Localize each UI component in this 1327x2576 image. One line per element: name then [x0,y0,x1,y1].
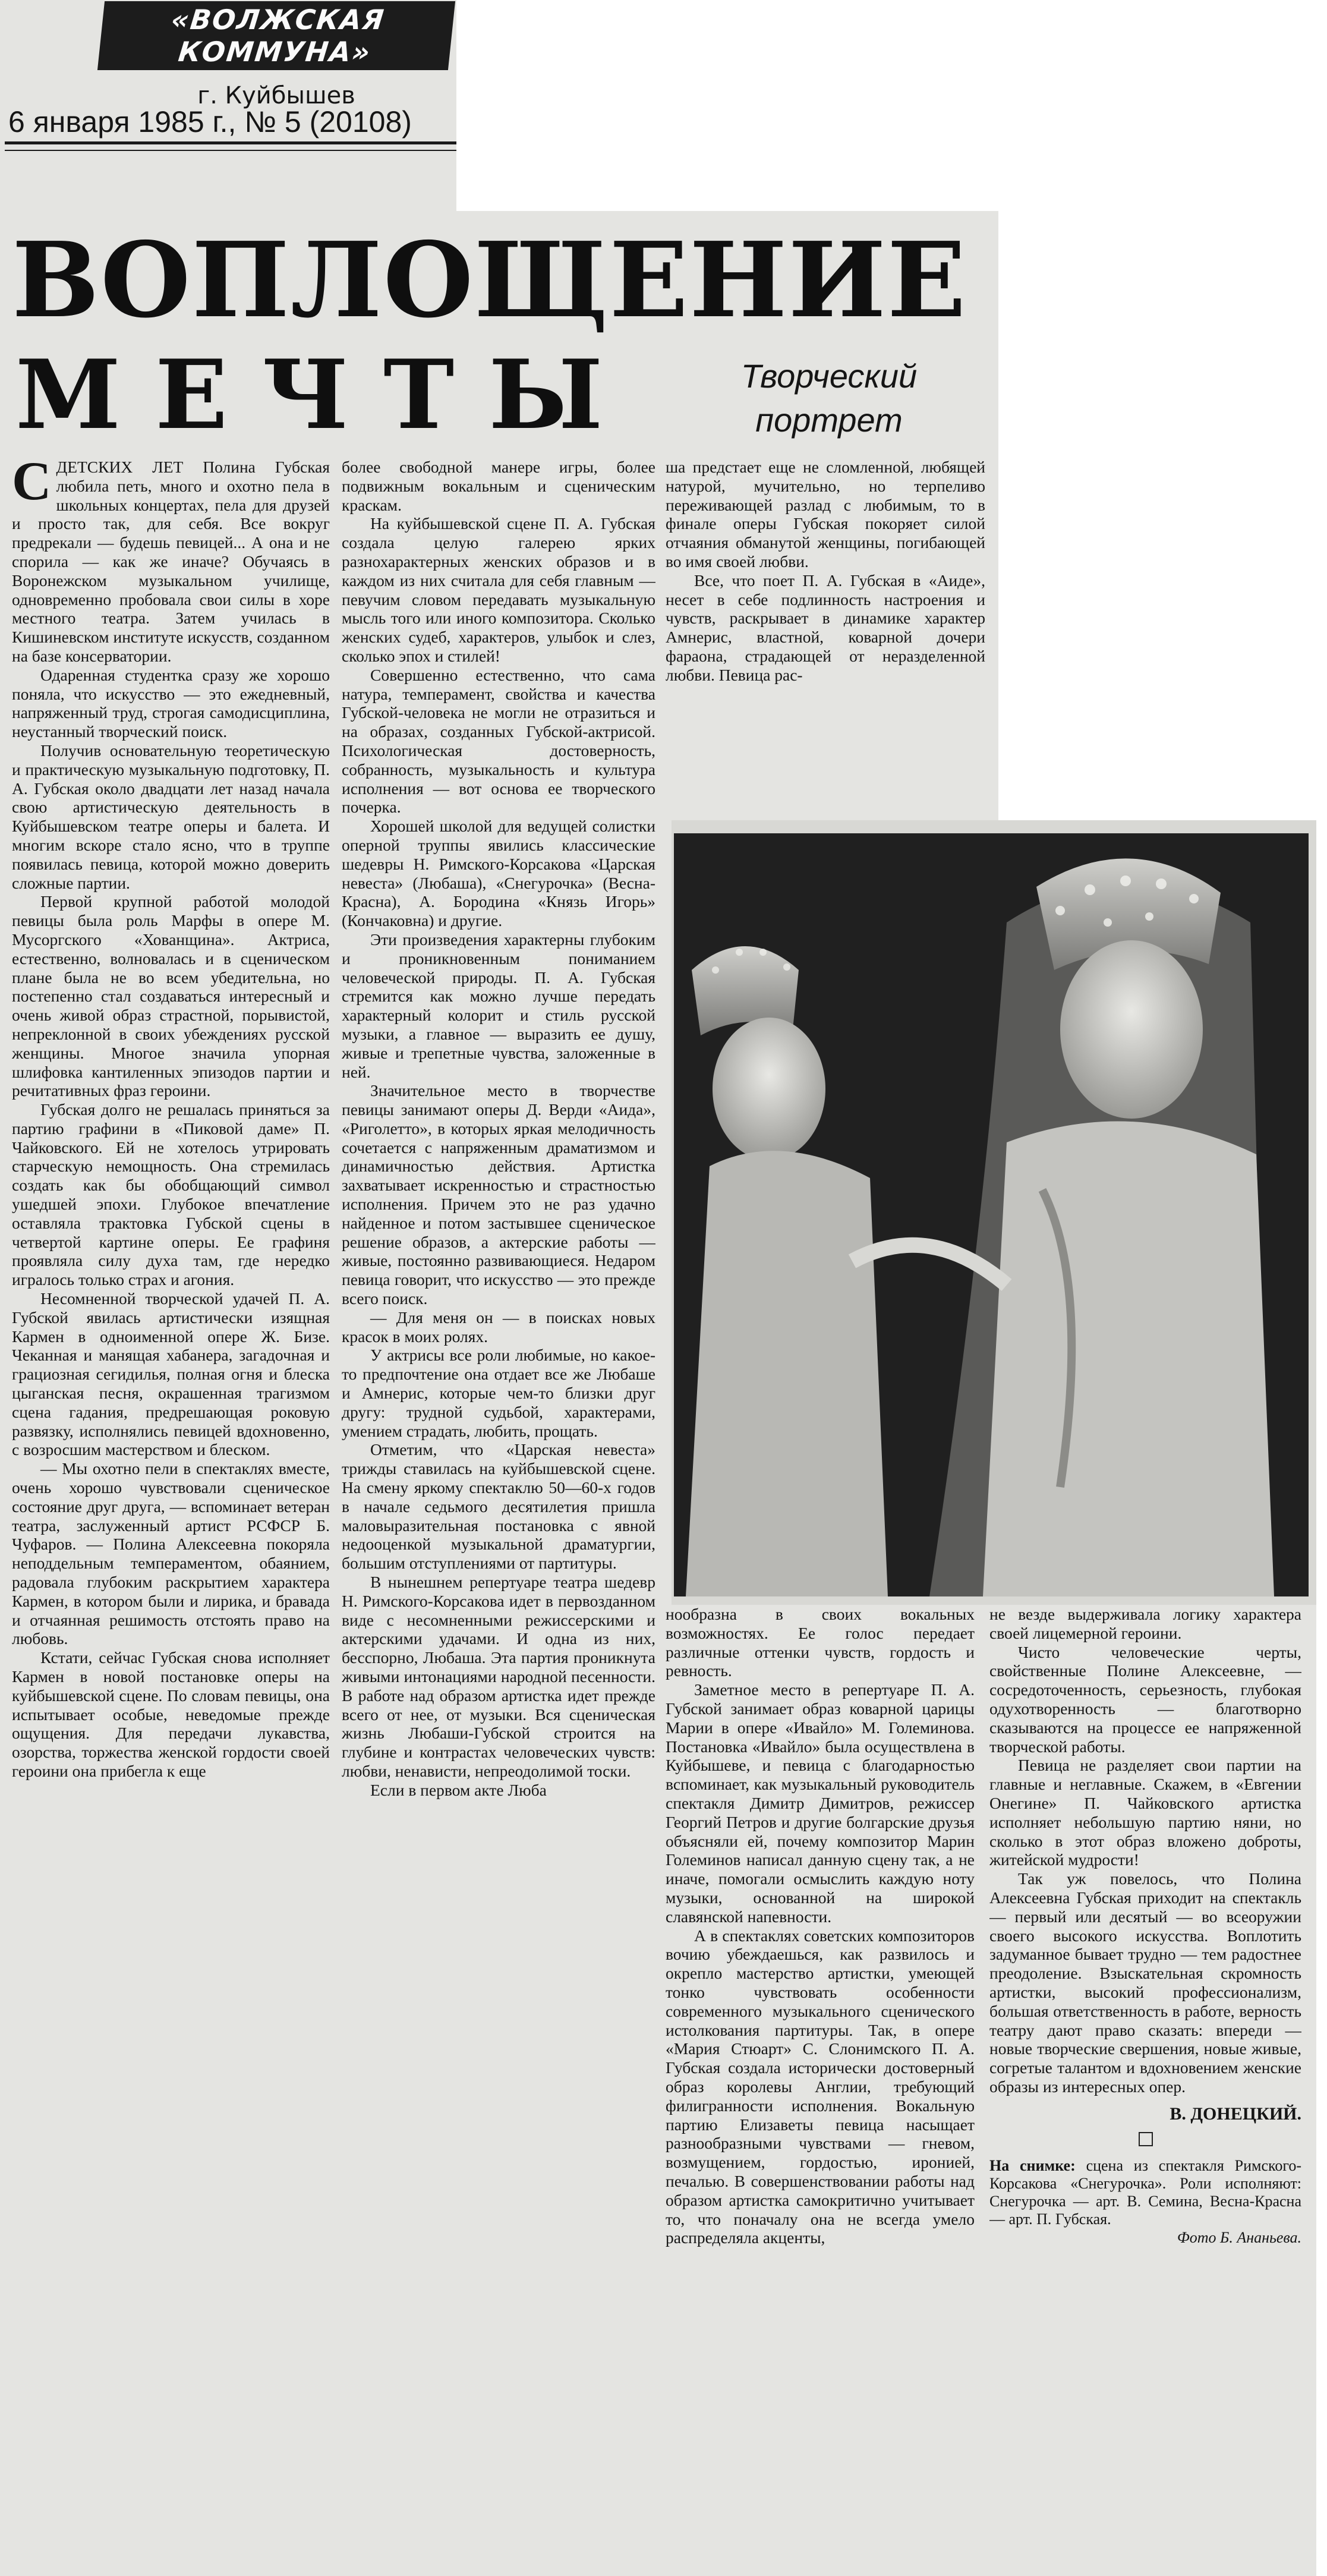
article-paragraph: Несомненной творческой удачей П. А. Губской явилась артистически изящная Кармен в одноименной опере Ж. Бизе. Чеканная и манящая хабанера, загадочная и грациозная сегидилья, полная огня и блеска цыганская песня, окрашенная трагизмом сцена гадания, предрешающая роковую развязку, исполнялись певицей вдохновенно, с возросшим мастерством и блеском. [12,1289,330,1459]
caption-label: На снимке: [989,2156,1076,2174]
article-paragraph: более свободной манере игры, более подвижным вокальным и сценическим краскам. [342,458,655,514]
article-column-3-bottom [666,1605,975,2558]
article-paragraph: нообразна в своих вокальных возможностях. Ее голос передает различные оттенки чувств, гордость и ревность. [666,1605,975,1680]
article-column-4 [989,1605,1301,2558]
article-paragraph: Все, что поет П. А. Губская в «Аиде», несет в себе подлинность настроения и чувств, раскрывает в динамике характер Амнерис, властной, коварной дочери фараона, страдающей от неразделенной любви. Певица рас- [666,571,985,684]
article-paragraph: Хорошей школой для ведущей солистки оперной труппы явились классические шедевры Н. Римского-Корсакова «Царская невеста» (Любаша), «Снегурочка» (Весна-Красна), А. Бородина «Князь Игорь» (Кончаковна) и другие. [342,817,655,930]
article-paragraph: — Мы охотно пели в спектаклях вместе, очень хорошо чувствовали сценическое состояние друг друга, — вспоминает ветеран театра, заслуженный артист РСФСР Б. Чуфаров. — Полина Алексеевна покоряла неподдельным темпераментом, обаянием, радовала глубоким раскрытием характера Кармен, в котором были и лирика, и бравада и отчаянная решимость отстоять право на любовь. [12,1459,330,1648]
rubric-line-2: портрет [755,401,903,439]
rubric-line-1: Творческий [740,357,918,395]
article-column-1 [12,458,330,2558]
article-paragraph: Эти произведения характерны глубоким и проникновенным пониманием человеческой природы. П. А. Губская стремится как можно лучше передать характерный колорит и стиль русской музыки, а главное — выразить ее душу, живые и трепетные чувства, заложенные в ней. [342,930,655,1081]
article-paragraph: Кстати, сейчас Губская снова исполняет Кармен в новой постановке оперы на куйбышевской сцене. По словам певицы, она испытывает особые, неведомые прежде ощущения. Для передачи лукавства, озорства, торжества женской гордости своей героини она прибегла к еще [12,1648,330,1780]
newspaper-city: г. Куйбышев [197,82,355,109]
newspaper-name: «ВОЛЖСКАЯ КОММУНА» [97,1,455,70]
article-paragraph: Значительное место в творчестве певицы занимают оперы Д. Верди «Аида», «Риголетто», в которых яркая мелодичность сочетается с напряженным драматизмом и динамичностью действия. Артистка захватывает искренностью и страстностью исполнения. Причем это не раз удачно найденное и потом застывшее сценическое решение образов, а актерские работы — живые, постоянно развивающиеся. Недаром певица говорит, что искусство — это прежде всего поиск. [342,1081,655,1308]
masthead-rule [5,141,456,144]
masthead-rule-thin [5,150,456,151]
article-paragraph: ша предстает еще не сломленной, любящей натурой, мучительно, но терпеливо переживающей разлад с любимым, то в финале оперы Губская покоряет силой отчаяния обманутой женщины, погибающей во имя своей любви. [666,458,985,571]
article-photo [674,833,1309,1596]
article-paragraph: Заметное место в репертуаре П. А. Губской занимает образ коварной царицы Марии в опере «Ивайло» М. Големинова. Постановка «Ивайло» была осуществлена в Куйбышеве, и певица с благодарностью вспоминает, как музыкальный руководитель спектакля Димитр Димитров, режиссер Георгий Петров и другие болгарские друзья объясняли ей, почему композитор Марин Големинов написал данную сцену так, а не иначе, помогали осмыслить каждую ноту музыки, основанной на широкой славянской напевности. [666,1680,975,1926]
article-column-2 [342,458,655,2558]
article-paragraph: Так уж повелось, что Полина Алексеевна Губская приходит на спектакль — первый или десятый — во всеоружии своего высокого искусства. Воплотить задуманное бывает трудно — тем радостнее преодоление. Взыскательная скромность артистки, высокий профессионализм, большая ответственность в работе, верность театру дают право сказать: впереди — новые творческие свершения, новые живые, согретые талантом и вдохновением женские образы из интересных опер. [989,1869,1301,2096]
article-paragraph: — Для меня он — в поисках новых красок в моих ролях. [342,1308,655,1346]
rubric [731,354,927,442]
caption-text: сцена из спектакля Римского-Корсакова «Снегурочка». Роли исполняют: Снегурочка — арт. В. Семина, Весна-Красна — арт. П. Губская. [989,2156,1301,2228]
article-paragraph: Отметим, что «Царская невеста» трижды ставилась на куйбышевской сцене. На смену яркому спектаклю 50—60-х годов в начале седьмого десятилетия пришла маловыразительная постановка с явной недооценкой музыкальной драматургии, большим отступлениями от партитуры. [342,1440,655,1573]
article-paragraph: У актрисы все роли любимые, но какое-то предпочтение она отдает все же Любаше и Амнерис, которые чем-то близки друг другу: трудной судьбой, характерами, умением страдать, любить, прощать. [342,1346,655,1440]
author-signature: В. ДОНЕЦКИЙ. [1170,2103,1301,2124]
article-paragraph: Одаренная студентка сразу же хорошо поняла, что искусство — это ежедневный, напряженный труд, строгая самодисциплина, неустанный творческий поиск. [12,665,330,741]
divider-square-icon [1139,2132,1153,2146]
article-paragraph: Певица не разделяет свои партии на главные и неглавные. Скажем, в «Евгении Онегине» П. Чайковского артистка исполняет небольшую партию няни, но сколько в этот образ вложено доброты, житейской мудрости! [989,1756,1301,1869]
article-paragraph: На куйбышевской сцене П. А. Губская создала целую галерею ярких разнохарактерных женских образов и в каждом из них считала для себя главным — певучим словом передавать музыкальную мысль того или иного композитора. Сколько женских судеб, характеров, улыбок и слез, сколько эпох и стилей! [342,514,655,665]
article-paragraph: Если в первом акте Люба [370,1780,547,1799]
article-paragraph: Губская долго не решалась приняться за партию графини в «Пиковой даме» П. Чайковского. Ей не хотелось утрировать старческую немощность. Она стремилась создать как бы обобщающий символ ушедшей эпохи. Глубокое впечатление оставляла трактовка Губской сцены в четвертой картине оперы. Ее графиня проявляла силу духа там, где нередко игралось только страх и агония. [12,1100,330,1289]
drop-cap: С [12,458,52,511]
article-paragraph: Совершенно естественно, что сама натура, темперамент, свойства и качества Губской-человека не могли не отразиться и на образах, созданных Губской-актрисой. Психологическая достоверность, собранность, музыкальность и культура исполнения — вот основа ее творческого почерка. [342,665,655,817]
headline-line-2: МЕЧТЫ [15,339,638,451]
article-paragraph: Чисто человеческие черты, свойственные Полине Алексеевне, — сосредоточенность, серьезность, глубокая одухотворенность — благотворно сказываются на процессе ее напряженной творческой работы. [989,1642,1301,1756]
article-paragraph: А в спектаклях советских композиторов вочию убеждаешься, как развилось и окрепло мастерство артистки, умеющей тонко чувствовать особенности современного музыкального сценического истолкования партитуры. Так, в опере «Мария Стюарт» С. Слонимского П. А. Губская создала исторически достоверный образ королевы Англии, требующий филигранности исполнения. Вокальную партию Елизаветы певица насыщает разнообразными чувствами — гневом, возмущением, гордостью, иронией, печалью. В совершенствовании работы над образом артистка самокритично учитывает то, что поначалу она не всегда умело распределяла акценты, [666,1926,975,2247]
article-paragraph: СДЕТСКИХ ЛЕТ Полина Губская любила петь, много и охотно пела в школьных концертах, пела для друзей и просто так, для себя. Все вокруг предрекали — будешь певицей... А она и не спорила — как же иначе? Обучаясь в Воронежском музыкальном училище, одновременно пробовала свои силы в хоре местного театра. Затем училась в Кишиневском институте искусств, созданном на базе консерватории. [12,458,330,665]
article-paragraph: Получив основательную теоретическую и практическую музыкальную подготовку, П. А. Губская около двадцати лет назад начала свою артистическую деятельность в Куйбышевском театре оперы и балета. И многим вскоре стало ясно, что в труппе появилась певица, которой можно доверить сложные партии. [12,741,330,892]
headline-line-1: ВОПЛОЩЕНИЕ [12,220,967,341]
article-paragraph: В нынешнем репертуаре театра шедевр Н. Римского-Корсакова идет в первозданном виде с несомненными режиссерскими и актерскими удачами. И одна из них, бесспорно, Любаша. Эта партия проникнута живыми интонациями народной песенности. В работе над образом артистка идет прежде всего от нее, от музыки. Вся сценическая жизнь Любаши-Губской строится на глубине и контрастах человеческих чувств: любви, ненависти, непреодолимой тоски. [342,1573,655,1780]
issue-dateline: 6 января 1985 г., № 5 (20108) [8,105,412,138]
photo-caption [989,2157,1301,2228]
article-paragraph: не везде выдерживала логику характера своей лицемерной героини. [989,1605,1301,1642]
newspaper-masthead [101,1,452,109]
article-column-3-top [666,458,985,821]
article-paragraph: Первой крупной работой молодой певицы была роль Марфы в опере М. Мусоргского «Хованщина». Актриса, естественно, волновалась и в сценическом плане была не во всем убедительна, но постепенно стал создаваться интересный и очень живой образ страстной, порывистой, непреклонной в своих убеждениях русской женщины. Многое значила упорная шлифовка кантиленных эпизодов партии и речитативных фраз героини. [12,892,330,1100]
photo-credit: Фото Б. Ананьева. [1177,2228,1301,2246]
